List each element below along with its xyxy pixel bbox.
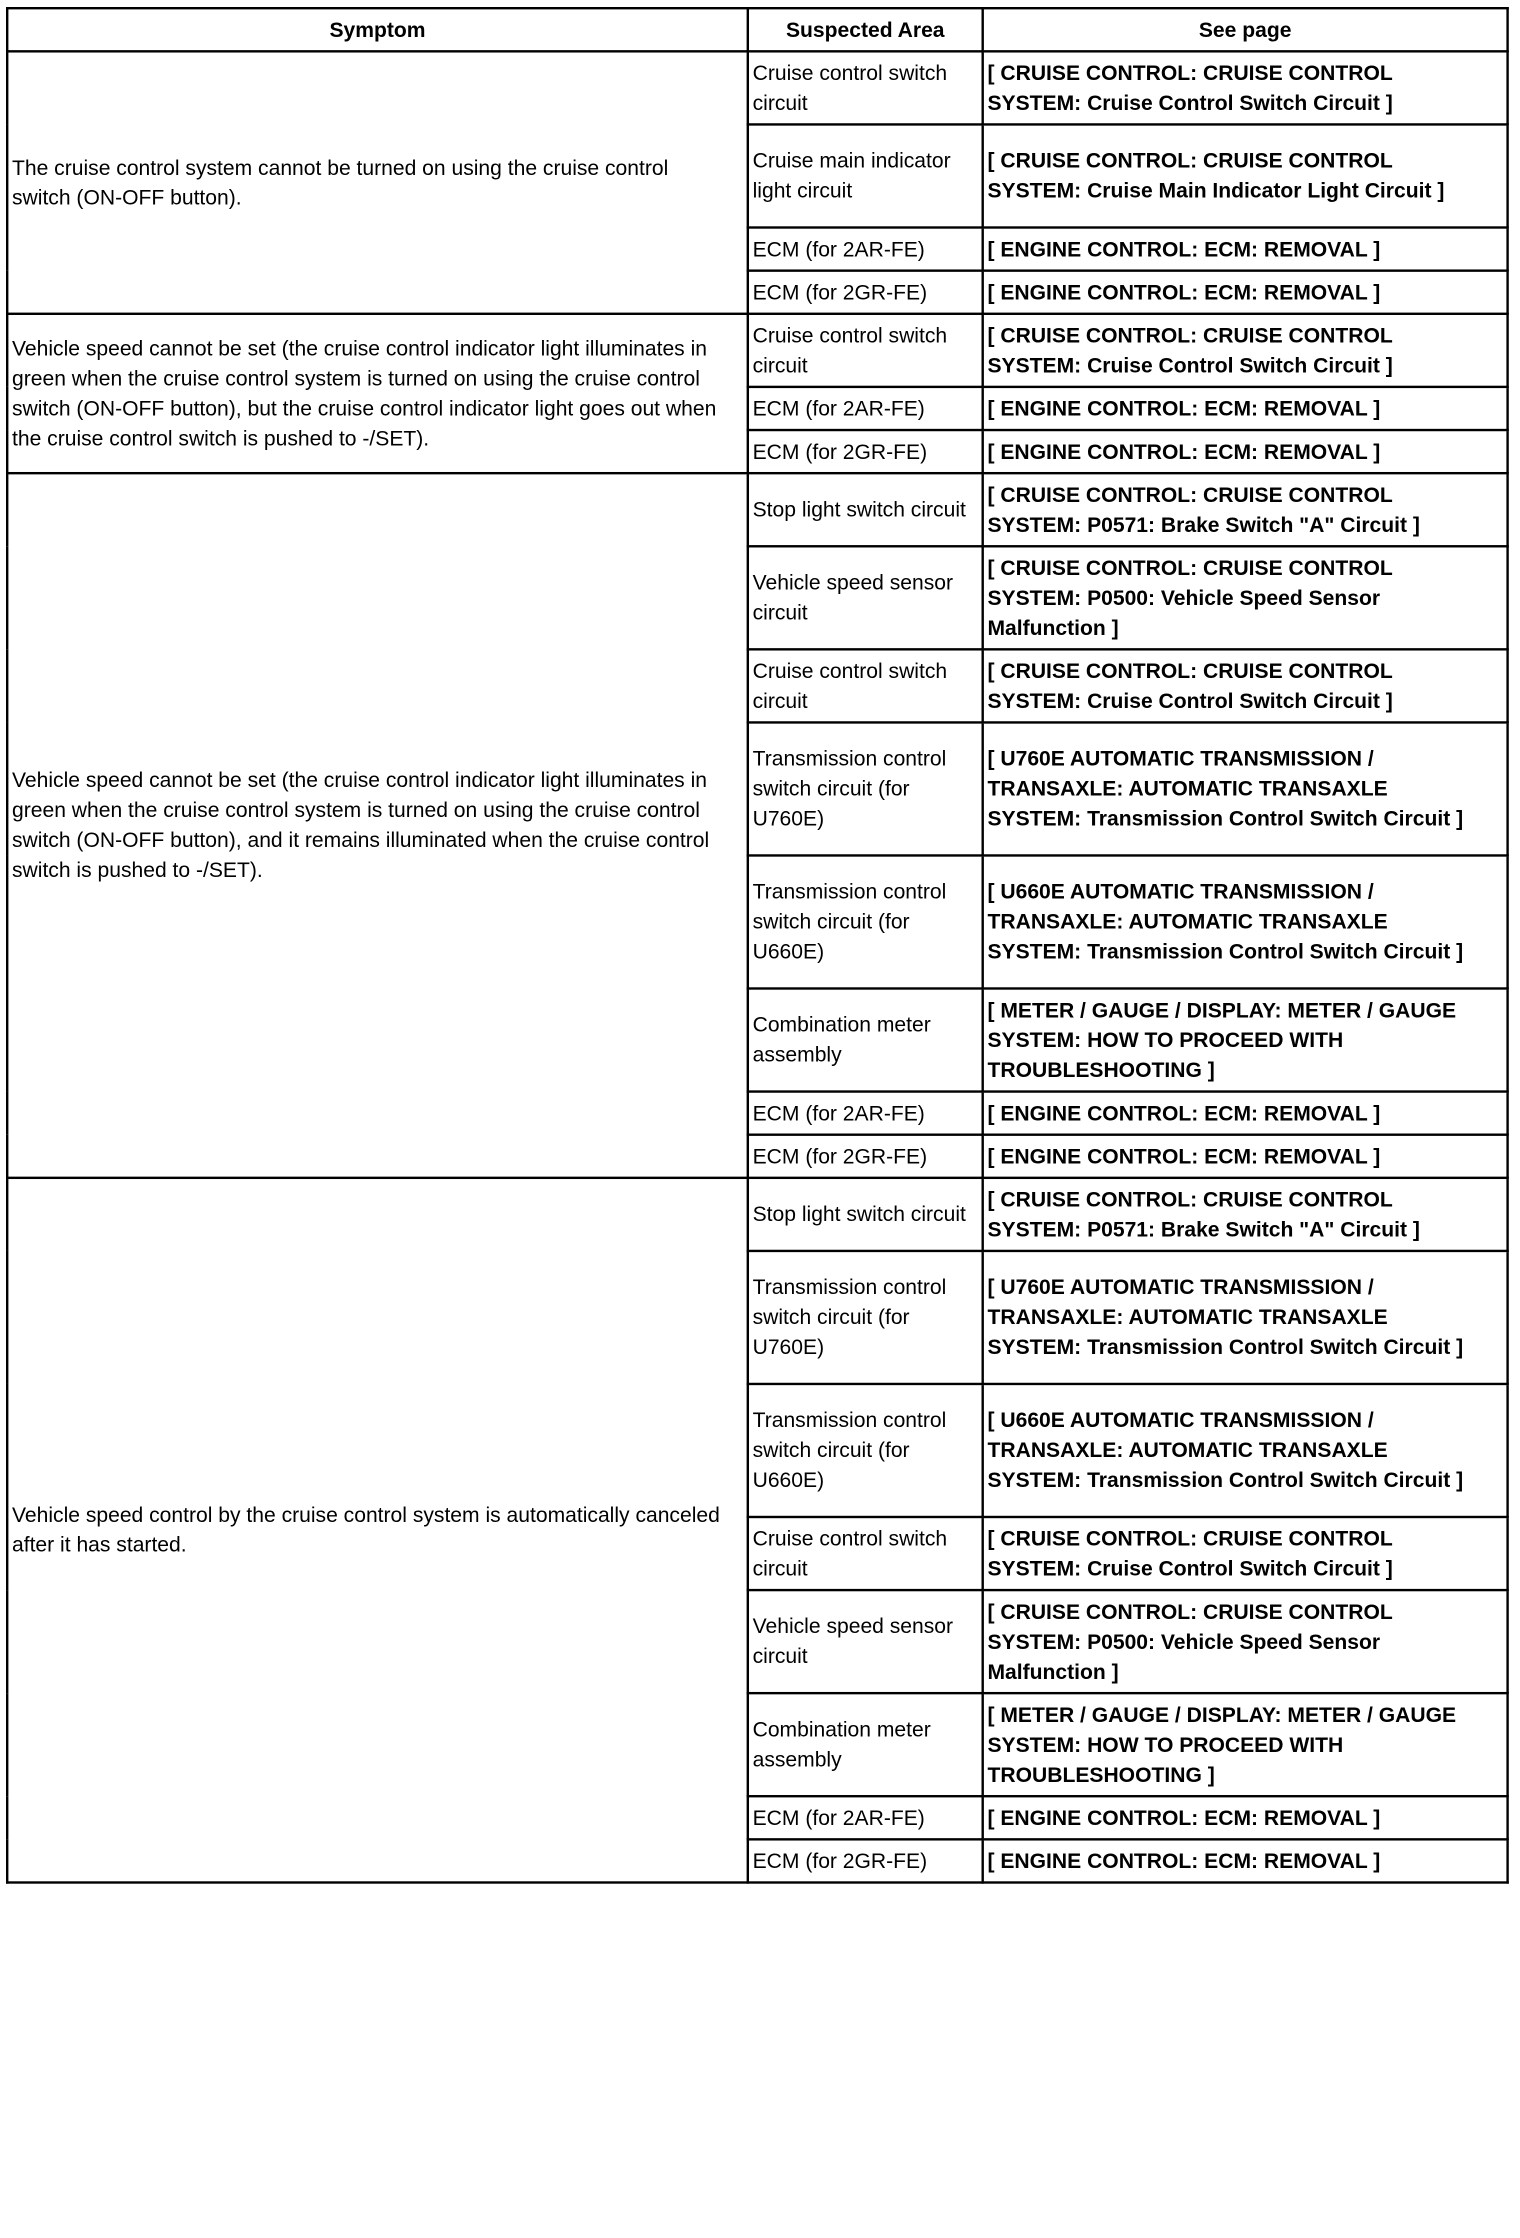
see-page-link[interactable]: [ ENGINE CONTROL: ECM: REMOVAL ] bbox=[983, 1092, 1508, 1135]
suspected-area-cell: Cruise control switch circuit bbox=[748, 1517, 983, 1590]
see-page-link[interactable]: [ CRUISE CONTROL: CRUISE CONTROL SYSTEM: P0571: Brake Switch "A" Circuit ] bbox=[983, 1178, 1508, 1251]
suspected-area-cell: Cruise control switch circuit bbox=[748, 649, 983, 722]
troubleshooting-sheet bbox=[6, 7, 1520, 2238]
suspected-area-cell: ECM (for 2GR-FE) bbox=[748, 271, 983, 314]
symptom-cell: The cruise control system cannot be turned on using the cruise control switch (ON-OFF button). bbox=[7, 51, 748, 313]
see-page-link[interactable]: [ CRUISE CONTROL: CRUISE CONTROL SYSTEM: Cruise Main Indicator Light Circuit ] bbox=[983, 124, 1508, 227]
suspected-area-cell bbox=[748, 51, 983, 124]
header-suspected-area: Suspected Area bbox=[748, 8, 983, 51]
suspected-area-cell: ECM (for 2GR-FE) bbox=[748, 1839, 983, 1882]
see-page-link[interactable]: [ CRUISE CONTROL: CRUISE CONTROL SYSTEM: P0500: Vehicle Speed Sensor Malfunction ] bbox=[983, 1590, 1508, 1693]
problem-symptoms-table bbox=[6, 7, 1509, 1884]
suspected-area-cell: Transmission control switch circuit (for U760E) bbox=[748, 722, 983, 855]
see-page-link[interactable]: [ ENGINE CONTROL: ECM: REMOVAL ] bbox=[983, 1839, 1508, 1882]
see-page-link[interactable]: [ CRUISE CONTROL: CRUISE CONTROL SYSTEM: P0571: Brake Switch "A" Circuit ] bbox=[983, 473, 1508, 546]
table-row bbox=[7, 1178, 1507, 1251]
symptom-cell: Vehicle speed cannot be set (the cruise control indicator light illuminates in green when the cruise control system is turned on using the cruise control switch (ON-OFF button), but the cruise control indicator light goes out when the cruise control switch is pushed to -/SET). bbox=[7, 314, 748, 473]
suspected-area-cell: Transmission control switch circuit (for U660E) bbox=[748, 1384, 983, 1517]
see-page-link[interactable]: [ ENGINE CONTROL: ECM: REMOVAL ] bbox=[983, 430, 1508, 473]
suspected-area-cell: Combination meter assembly bbox=[748, 988, 983, 1091]
suspected-area-cell: ECM (for 2AR-FE) bbox=[748, 387, 983, 430]
suspected-area-cell: Stop light switch circuit bbox=[748, 473, 983, 546]
see-page-link[interactable]: [ U760E AUTOMATIC TRANSMISSION / TRANSAXLE: AUTOMATIC TRANSAXLE SYSTEM: Transmission Control Switch Circuit ] bbox=[983, 722, 1508, 855]
symptom-cell: Vehicle speed control by the cruise control system is automatically canceled after it has started. bbox=[7, 1178, 748, 1883]
suspected-area-cell: Transmission control switch circuit (for U760E) bbox=[748, 1251, 983, 1384]
see-page-link[interactable]: [ U660E AUTOMATIC TRANSMISSION / TRANSAXLE: AUTOMATIC TRANSAXLE SYSTEM: Transmission Control Switch Circuit ] bbox=[983, 855, 1508, 988]
table-row bbox=[7, 51, 1507, 124]
see-page-link[interactable]: [ ENGINE CONTROL: ECM: REMOVAL ] bbox=[983, 228, 1508, 271]
header-symptom: Symptom bbox=[7, 8, 748, 51]
suspected-area-cell: Stop light switch circuit bbox=[748, 1178, 983, 1251]
see-page-link[interactable]: [ METER / GAUGE / DISPLAY: METER / GAUGE SYSTEM: HOW TO PROCEED WITH TROUBLESHOOTING ] bbox=[983, 1693, 1508, 1796]
see-page-link[interactable]: [ ENGINE CONTROL: ECM: REMOVAL ] bbox=[983, 1135, 1508, 1178]
suspected-area-cell: ECM (for 2AR-FE) bbox=[748, 228, 983, 271]
see-page-link[interactable]: [ CRUISE CONTROL: CRUISE CONTROL SYSTEM: Cruise Control Switch Circuit ] bbox=[983, 314, 1508, 387]
symptom-cell: Vehicle speed cannot be set (the cruise control indicator light illuminates in green when the cruise control system is turned on using the cruise control switch (ON-OFF button), and it remains illuminated when the cruise control switch is pushed to -/SET). bbox=[7, 473, 748, 1178]
see-page-link[interactable]: [ U760E AUTOMATIC TRANSMISSION / TRANSAXLE: AUTOMATIC TRANSAXLE SYSTEM: Transmission Control Switch Circuit ] bbox=[983, 1251, 1508, 1384]
area-line: Cruise control switch circuit bbox=[752, 60, 948, 115]
suspected-area-cell: Transmission control switch circuit (for U660E) bbox=[748, 855, 983, 988]
see-page-link[interactable]: [ METER / GAUGE / DISPLAY: METER / GAUGE SYSTEM: HOW TO PROCEED WITH TROUBLESHOOTING ] bbox=[983, 988, 1508, 1091]
suspected-area-cell: Cruise control switch circuit bbox=[748, 314, 983, 387]
table-row bbox=[7, 314, 1507, 387]
table-row bbox=[7, 473, 1507, 546]
suspected-area-cell: ECM (for 2GR-FE) bbox=[748, 1135, 983, 1178]
table-header-row bbox=[7, 8, 1507, 51]
see-page-link[interactable]: [ ENGINE CONTROL: ECM: REMOVAL ] bbox=[983, 387, 1508, 430]
see-page-link[interactable]: [ CRUISE CONTROL: CRUISE CONTROL SYSTEM: P0500: Vehicle Speed Sensor Malfunction ] bbox=[983, 546, 1508, 649]
suspected-area-cell: ECM (for 2GR-FE) bbox=[748, 430, 983, 473]
suspected-area-cell: Cruise main indicator light circuit bbox=[748, 124, 983, 227]
suspected-area-cell: Combination meter assembly bbox=[748, 1693, 983, 1796]
suspected-area-cell: Vehicle speed sensor circuit bbox=[748, 546, 983, 649]
suspected-area-cell: ECM (for 2AR-FE) bbox=[748, 1796, 983, 1839]
header-see-page: See page bbox=[983, 8, 1508, 51]
see-page-link[interactable]: [ CRUISE CONTROL: CRUISE CONTROL SYSTEM: Cruise Control Switch Circuit ] bbox=[983, 51, 1508, 124]
suspected-area-cell: ECM (for 2AR-FE) bbox=[748, 1092, 983, 1135]
see-page-link[interactable]: [ ENGINE CONTROL: ECM: REMOVAL ] bbox=[983, 1796, 1508, 1839]
suspected-area-cell: Vehicle speed sensor circuit bbox=[748, 1590, 983, 1693]
see-page-link[interactable]: [ ENGINE CONTROL: ECM: REMOVAL ] bbox=[983, 271, 1508, 314]
see-page-link[interactable]: [ CRUISE CONTROL: CRUISE CONTROL SYSTEM: Cruise Control Switch Circuit ] bbox=[983, 1517, 1508, 1590]
see-page-link[interactable]: [ U660E AUTOMATIC TRANSMISSION / TRANSAXLE: AUTOMATIC TRANSAXLE SYSTEM: Transmission Control Switch Circuit ] bbox=[983, 1384, 1508, 1517]
see-page-link[interactable]: [ CRUISE CONTROL: CRUISE CONTROL SYSTEM: Cruise Control Switch Circuit ] bbox=[983, 649, 1508, 722]
